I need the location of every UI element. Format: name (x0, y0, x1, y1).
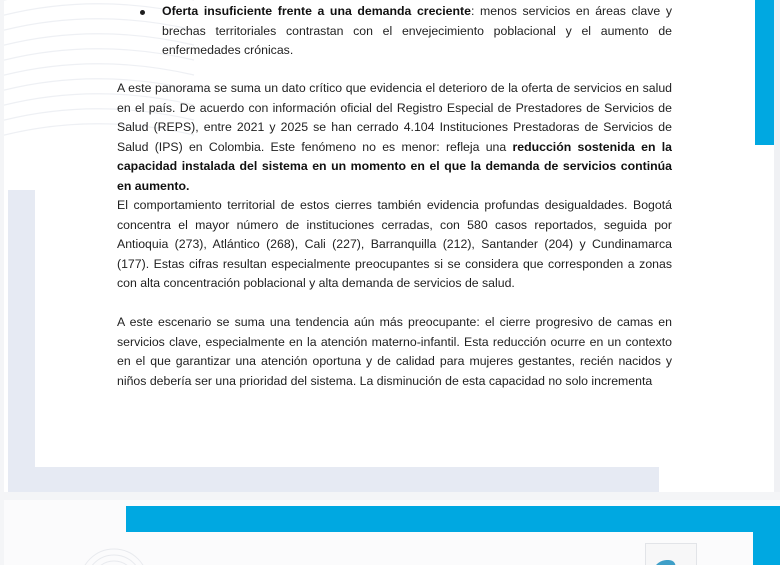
accent-bar-top (126, 506, 780, 532)
logo-image (645, 543, 697, 565)
bullet-dot-icon (140, 10, 145, 15)
bullet-bold-lead: Oferta insuficiente frente a una demanda creciente (162, 4, 471, 18)
paragraph-1-bold: reducción sostenida en la capacidad instalada del sistema en un momento en el que la demanda de servicios continúa en aumento. (117, 139, 673, 193)
page-frame-bottom (8, 467, 659, 492)
document-page-2 (4, 500, 780, 565)
paragraph-3-plain: A este escenario se suma una tendencia aún más preocupante: el cierre progresivo de camas en servicios clave, especialmente en la atención materno-infantil. Esta reducción ocurre en un contexto en el que garantizar una atención oportuna y de calidad para mujeres gestantes, recién nacidos y niños debería ser una prioridad del sistema. La disminución de esta capacidad no solo incrementa (117, 315, 672, 388)
bullet-text (162, 2, 672, 61)
paragraph-2-plain: El comportamiento territorial de estos cierres también evidencia profundas desigualdades. Bogotá concentra el mayor número de instituciones cerradas, con 580 casos reportados, seguida por Antioquia (273), Atlántico (268), Cali (227), Barranquilla (212), Santander (204) y Cundinamarca (177). Estas cifras resultan especialmente preocupantes si se considera que corresponden a zonas con alta concentración poblacional y alta demanda de servicios de salud. (117, 198, 672, 290)
paragraph-reps-closures (117, 79, 672, 196)
document-page-1 (4, 0, 774, 492)
paragraph-territorial-behavior (117, 196, 672, 294)
page-shadow (774, 0, 780, 492)
accent-bar-right (755, 0, 774, 145)
logo-shape-icon (651, 560, 678, 565)
paragraph-bed-closures (117, 313, 672, 391)
accent-bar-right-page2 (753, 506, 780, 565)
bullet-rest: : menos servicios en áreas clave y brechas territoriales contrastan con el envejecimiento poblacional y el aumento de enfermedades crónicas. (162, 4, 673, 57)
page-frame-left (8, 190, 35, 492)
paragraph-1-plain: A este panorama se suma un dato crítico que evidencia el deterioro de la oferta de servicios en salud en el país. De acuerdo con información oficial del Registro Especial de Prestadores de Servicios de Salud (REPS), entre 2021 y 2025 se han cerrado 4.104 Instituciones Prestadoras de Servicios de Salud (IPS) en Colombia. Este fenómeno no es menor: refleja una (117, 81, 672, 154)
decorative-circles-icon (74, 538, 154, 565)
